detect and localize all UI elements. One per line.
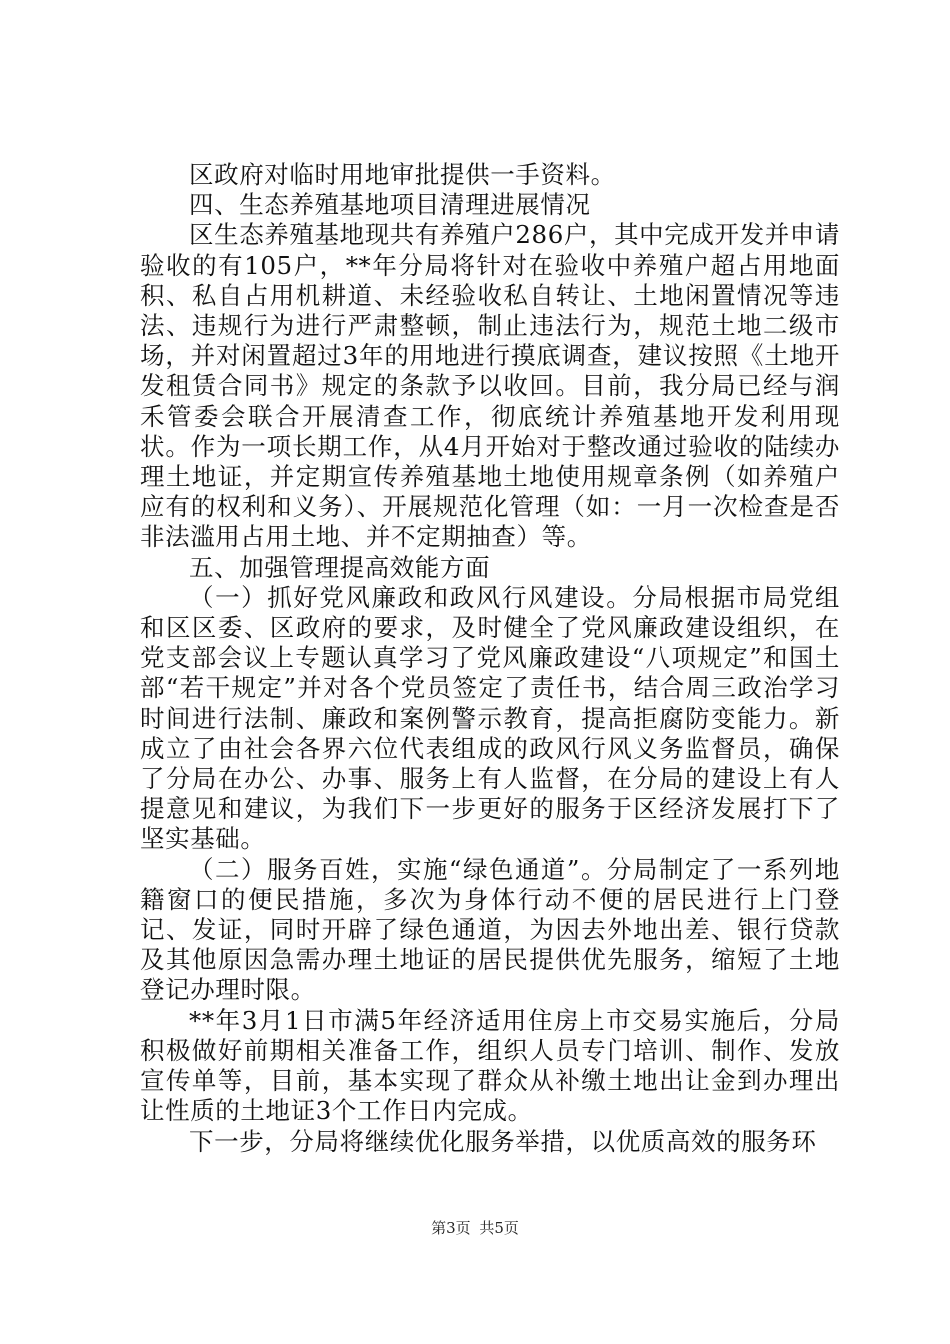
paragraph-continuation: 区政府对临时用地审批提供一手资料。: [189, 160, 616, 189]
paragraph-affordable-housing: **年3月1日市满5年经济适用住房上市交易实施后，分局积极做好前期相关准备工作，组织人员专门培训、制作、发放宣传单等，目前，基本实现了群众从补缴土地出让金到办理出让性质的土地证3个工作日内完成。: [140, 1005, 840, 1126]
paragraph-ecological-base: 区生态养殖基地现共有养殖户286户，其中完成开发并申请验收的有105户，**年分局将针对在验收中养殖户超占用地面积、私自占用机耕道、未经验收私自转让、土地闲置情况等违法、违规行为进行严肃整顿，制止违法行为，规范土地二级市场，并对闲置超过3年的用地进行摸底调查，建议按照《土地开发租赁合同书》规定的条款予以收回。目前，我分局已经与润禾管委会联合开展清查工作，彻底统计养殖基地开发利用现状。作为一项长期工作，从4月开始对于整改通过验收的陆续办理土地证，并定期宣传养殖基地土地使用规章条例（如养殖户应有的权利和义务）、开展规范化管理（如：一月一次检查是否非法滥用占用土地、并不定期抽查）等。: [140, 220, 840, 552]
paragraph-party-conduct: （一）抓好党风廉政和政风行风建设。分局根据市局党组和区区委、区政府的要求，及时健全了党风廉政建设组织，在党支部会议上专题认真学习了党风廉政建设“八项规定”和国土部“若干规定”并对各个党员签定了责任书，结合周三政治学习时间进行法制、廉政和案例警示教育，提高拒腐防变能力。新成立了由社会各界六位代表组成的政风行风义务监督员，确保了分局在办公、办事、服务上有人监督，在分局的建设上有人提意见和建议，为我们下一步更好的服务于区经济发展打下了坚实基础。: [140, 582, 840, 854]
paragraph-next-step: 下一步，分局将继续优化服务举措，以优质高效的服务环: [189, 1126, 817, 1156]
section-heading-four: 四、生态养殖基地项目清理进展情况: [189, 190, 591, 220]
section-heading-five: 五、加强管理提高效能方面: [189, 552, 491, 582]
page-total: 共5页: [479, 1219, 519, 1237]
document-body: [140, 160, 840, 1157]
paragraph-green-channel: （二）服务百姓，实施“绿色通道”。分局制定了一系列地籍窗口的便民措施，多次为身体行动不便的居民进行上门登记、发证，同时开辟了绿色通道，为因去外地出差、银行贷款及其他原因急需办理土地证的居民提供优先服务，缩短了土地登记办理时限。: [140, 854, 840, 1005]
page-number: 第3页: [431, 1219, 471, 1237]
page-footer: [0, 1218, 950, 1238]
